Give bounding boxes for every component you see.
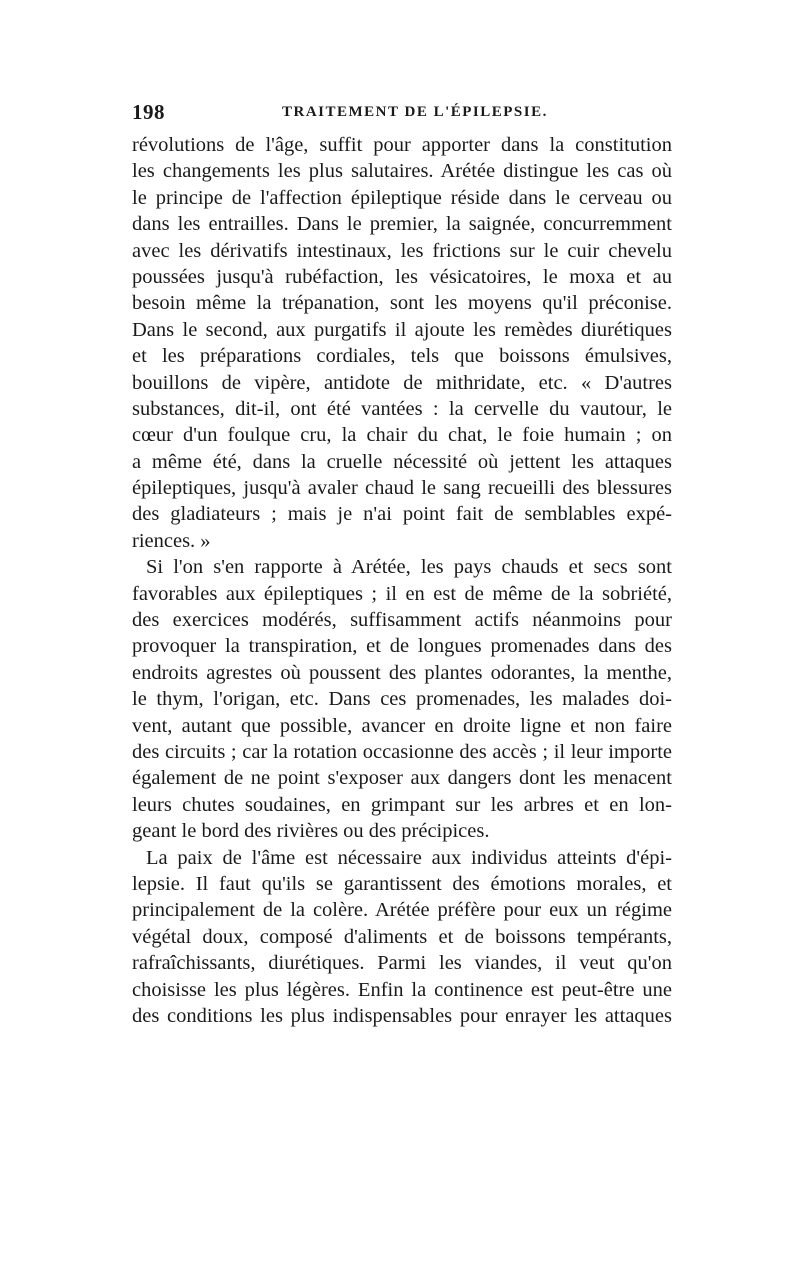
text-line: substances, dit-il, ont été vantées : la cervelle du vautour, le — [132, 397, 672, 420]
text-line: également de ne point s'exposer aux dangers dont les menacent — [132, 767, 672, 790]
text-line: dans les entrailles. Dans le premier, la saignée, concurremment — [132, 213, 672, 236]
body-text — [132, 132, 672, 1029]
text-line: provoquer la transpiration, et de longues promenades dans des — [132, 635, 672, 658]
text-line: les changements les plus salutaires. Arétée distingue les cas où — [132, 160, 672, 183]
text-line: poussées jusqu'à rubéfaction, les vésicatoires, le moxa et au — [132, 265, 672, 288]
paragraph — [132, 845, 672, 1030]
text-line: riences. » — [132, 529, 211, 552]
text-line: des conditions les plus indispensables pour enrayer les attaques — [132, 1004, 672, 1027]
text-line: a même été, dans la cruelle nécessité où jettent les attaques — [132, 450, 672, 473]
text-line: végétal doux, composé d'aliments et de boissons tempérants, — [132, 925, 672, 948]
text-line: et les préparations cordiales, tels que boissons émulsives, — [132, 345, 672, 368]
text-line: La paix de l'âme est nécessaire aux individus atteints d'épi- — [146, 846, 672, 869]
paragraph — [132, 554, 672, 844]
text-line: avec les dérivatifs intestinaux, les frictions sur le cuir chevelu — [132, 239, 672, 262]
running-title: TRAITEMENT DE L'ÉPILEPSIE. — [282, 104, 548, 120]
text-line: Dans le second, aux purgatifs il ajoute les remèdes diurétiques — [132, 318, 672, 341]
text-line: endroits agrestes où poussent des plantes odorantes, la menthe, — [132, 661, 672, 684]
page-number: 198 — [132, 100, 165, 124]
paragraph — [132, 132, 672, 554]
text-line: choisisse les plus légères. Enfin la continence est peut-être une — [132, 978, 672, 1001]
running-head — [132, 100, 672, 130]
text-line: rafraîchissants, diurétiques. Parmi les viandes, il veut qu'on — [132, 952, 672, 975]
text-line: épileptiques, jusqu'à avaler chaud le sang recueilli des blessures — [132, 477, 672, 500]
text-line: Si l'on s'en rapporte à Arétée, les pays chauds et secs sont — [146, 556, 672, 579]
text-line: des exercices modérés, suffisamment actifs néanmoins pour — [132, 609, 672, 632]
text-line: geant le bord des rivières ou des précipices. — [132, 820, 490, 843]
text-line: principalement de la colère. Arétée préfère pour eux un régime — [132, 899, 672, 922]
text-line: leurs chutes soudaines, en grimpant sur les arbres et en lon- — [132, 793, 672, 816]
text-line: cœur d'un foulque cru, la chair du chat, le foie humain ; on — [132, 424, 672, 447]
text-line: lepsie. Il faut qu'ils se garantissent des émotions morales, et — [132, 872, 672, 895]
text-line: le principe de l'affection épileptique réside dans le cerveau ou — [132, 186, 672, 209]
text-line: révolutions de l'âge, suffit pour apporter dans la constitution — [132, 134, 672, 156]
text-line: vent, autant que possible, avancer en droite ligne et non faire — [132, 714, 672, 737]
text-line: besoin même la trépanation, sont les moyens qu'il préconise. — [132, 292, 672, 315]
text-line: des gladiateurs ; mais je n'ai point fait de semblables expé- — [132, 503, 672, 526]
text-line: bouillons de vipère, antidote de mithridate, etc. « D'autres — [132, 371, 672, 394]
text-line: des circuits ; car la rotation occasionne des accès ; il leur importe — [132, 740, 672, 763]
text-line: le thym, l'origan, etc. Dans ces promenades, les malades doi- — [132, 688, 672, 711]
text-line: favorables aux épileptiques ; il en est de même de la sobriété, — [132, 582, 672, 605]
